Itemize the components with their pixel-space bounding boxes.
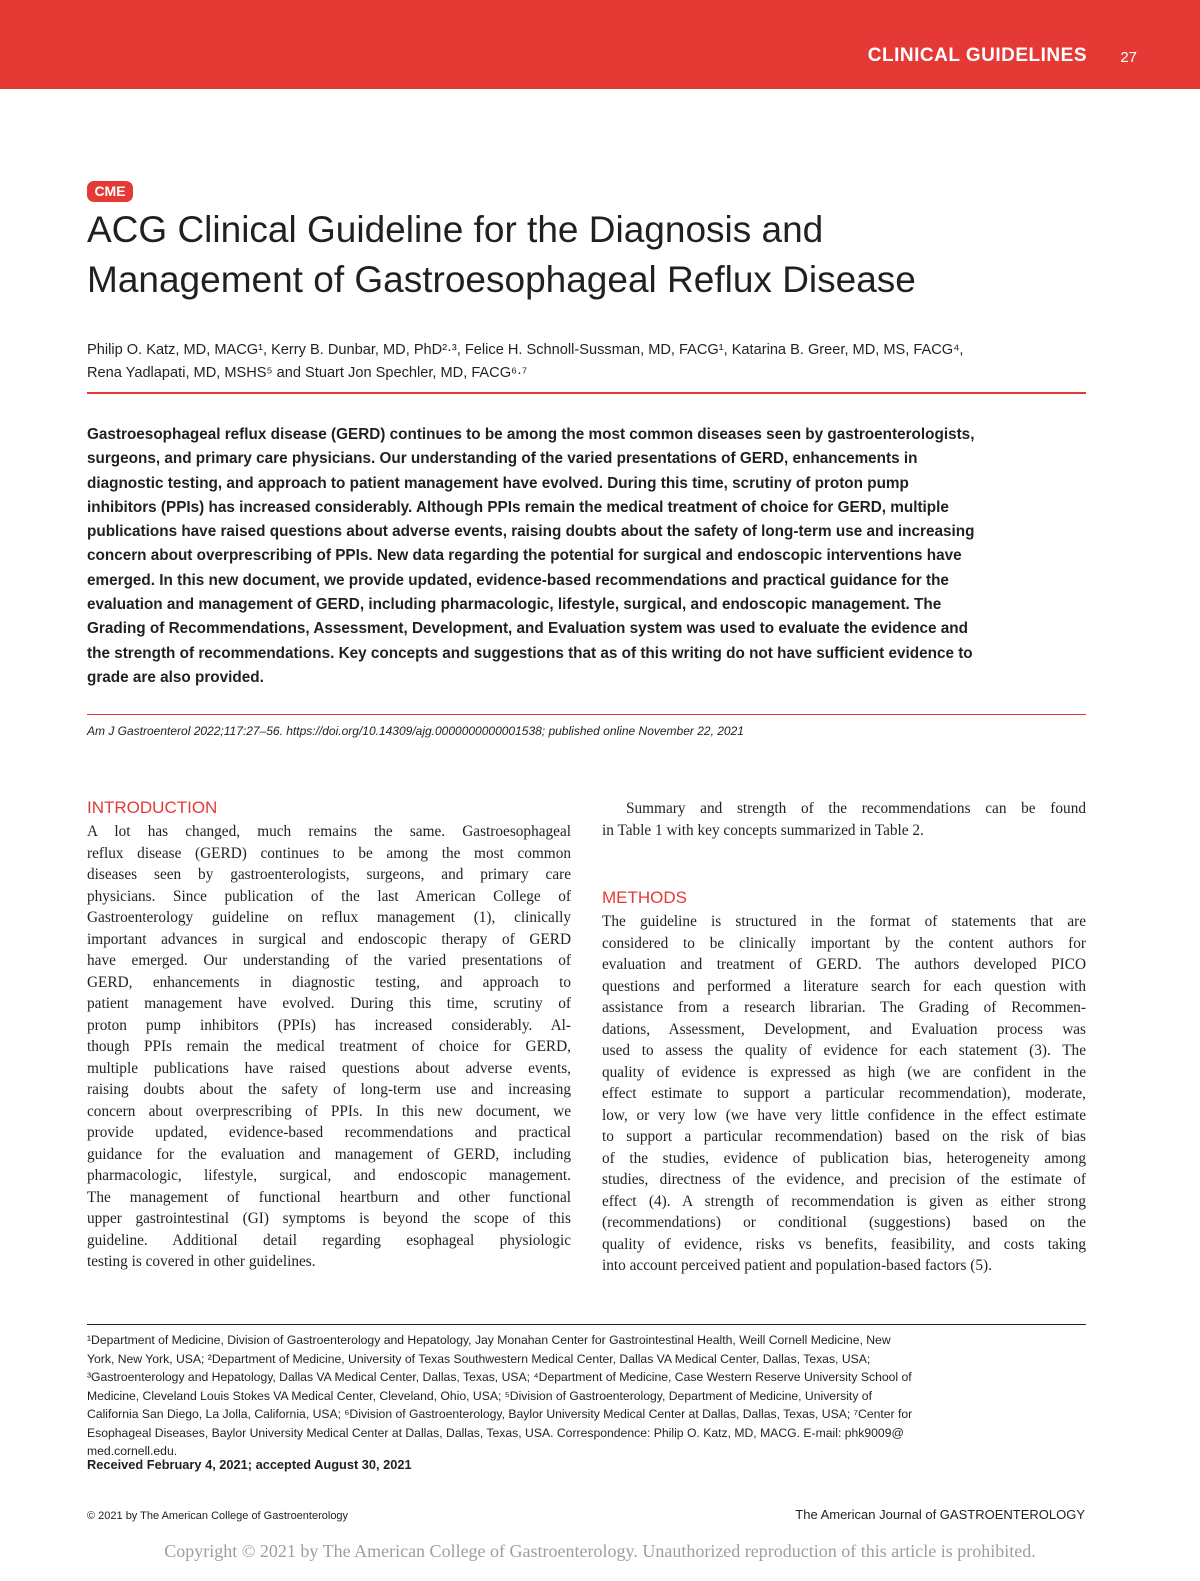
introduction-body [87,821,571,1273]
text-line: quality of evidence, risks vs benefits, feasibility, and costs taking [602,1235,1086,1253]
text-line: evaluation and treatment of GERD. The authors developed PICO [602,956,1086,973]
text-line: The guideline is structured in the format of statements that are [602,913,1086,930]
text-line: questions and performed a literature search for each question with [602,977,1086,995]
text-line: Gastroenterology guideline on reflux management (1), clinically [87,909,571,926]
text-line: effect estimate to support a particular recommendation), moderate, [602,1085,1086,1102]
abstract-line: inhibitors (PPIs) has increased considerably. Although PPIs remain the medical treatment of choice for GERD, multiple [87,498,949,516]
text-line: upper gastrointestinal (GI) symptoms is beyond the scope of this [87,1210,571,1227]
methods-body [602,911,1086,1277]
divider-citation [87,714,1086,715]
author-list [87,339,1087,385]
text-line: effect (4). A strength of recommendation is given as either strong [602,1192,1086,1210]
text-line: GERD, enhancements in diagnostic testing, and approach to [87,973,571,991]
affiliation-line: Esophageal Diseases, Baylor University Medical Center at Dallas, Dallas, Texas, USA. Correspondence: Philip O. Katz, MD, MACG. E-mail: phk9009@ [87,1425,904,1440]
text-line: though PPIs remain the medical treatment of choice for GERD, [87,1038,571,1055]
text-line: important advances in surgical and endoscopic therapy of GERD [87,930,571,948]
copyright-notice: Copyright © 2021 by The American College of Gastroenterology. Unauthorized reproduction of this article is prohibited. [164,1541,1036,1561]
affiliation-line: med.cornell.edu. [87,1444,178,1458]
text-line: pharmacologic, lifestyle, surgical, and endoscopic management. [87,1167,571,1184]
text-line: reflux disease (GERD) continues to be among the most common [87,844,571,862]
abstract-line: grade are also provided. [87,668,264,686]
abstract-line: concern about overprescribing of PPIs. New data regarding the potential for surgical and endoscopic interventions have [87,547,962,565]
footer-copyright: © 2021 by The American College of Gastroenterology [87,1510,349,1522]
text-line: The management of functional heartburn and other functional [87,1188,571,1206]
right-column [602,797,1086,1277]
affiliation-line: California San Diego, La Jolla, California, USA; ⁶Division of Gastroenterology, Baylor University Medical Center at Dallas, Dallas, Texas, USA; ⁷Center for [87,1407,913,1421]
abstract [87,423,1087,690]
page-number: 27 [1120,49,1137,66]
text-line: guideline. Additional detail regarding esophageal physiologic [87,1231,571,1249]
text-line: in Table 1 with key concepts summarized in Table 2. [602,821,924,839]
divider-top [87,392,1086,394]
text-line: proton pump inhibitors (PPIs) has increased considerably. Al- [87,1016,571,1034]
section-label: CLINICAL GUIDELINES [867,45,1087,66]
summary-paragraph [602,798,1086,841]
text-line: physicians. Since publication of the last American College of [87,887,571,905]
abstract-line: Gastroesophageal reflux disease (GERD) continues to be among the most common diseases seen by gastroenterologists, [87,426,975,443]
left-column [87,797,571,1273]
text-line: low, or very low (we have very little confidence in the effect estimate [602,1106,1086,1124]
abstract-line: evaluation and management of GERD, including pharmacologic, lifestyle, surgical, and endoscopic management. The [87,596,942,614]
affiliation-line: ³Gastroenterology and Hepatology, Dallas VA Medical Center, Dallas, Texas, USA; ⁴Department of Medicine, Case Western Reserve University School of [87,1370,912,1384]
methods-section [602,887,1086,1277]
affiliation-line: Medicine, Cleveland Louis Stokes VA Medical Center, Cleveland, Ohio, USA; ⁵Division of Gastroenterology, Department of Medicine, University of [87,1388,872,1403]
author-line: Rena Yadlapati, MD, MSHS⁵ and Stuart Jon Spechler, MD, FACG⁶·⁷ [87,365,528,381]
title-line: Management of Gastroesophageal Reflux Disease [87,259,916,300]
text-line: multiple publications have raised questions about adverse events, [87,1059,571,1077]
affiliations [87,1331,1087,1461]
abstract-line: publications have raised questions about adverse events, raising doubts about the safety of long-term use and increasing [87,523,975,541]
text-line: quality of evidence is expressed as high (we are confident in the [602,1063,1086,1081]
text-line: into account perceived patient and population-based factors (5). [602,1257,992,1274]
text-line: Summary and strength of the recommendations can be found [626,800,1086,817]
cme-badge: CME [87,181,133,202]
journal-name: The American Journal of GASTROENTEROLOGY [795,1507,1085,1522]
text-line: guidance for the evaluation and management of GERD, including [87,1145,571,1163]
introduction-heading: INTRODUCTION [87,798,218,817]
text-line: studies, directness of the evidence, and precision of the estimate of [602,1171,1086,1188]
text-line: assistance from a research librarian. The Grading of Recommen- [602,999,1086,1016]
abstract-line: diagnostic testing, and approach to patient management have evolved. During this time, scrutiny of proton pump [87,474,909,492]
text-line: dations, Assessment, Development, and Evaluation process was [602,1020,1086,1038]
methods-heading: METHODS [602,888,687,907]
text-line: concern about overprescribing of PPIs. In this new document, we [87,1102,571,1120]
title-line: ACG Clinical Guideline for the Diagnosis and [87,209,824,250]
text-line: used to assess the quality of evidence for each statement (3). The [602,1042,1086,1059]
abstract-line: surgeons, and primary care physicians. Our understanding of the varied presentations of GERD, enhancements in [87,450,918,468]
text-line: have emerged. Our understanding of the varied presentations of [87,952,571,969]
citation-line: Am J Gastroenterol 2022;117:27–56. https://doi.org/10.14309/ajg.0000000000001538; published online November 22, 2021 [87,724,744,738]
affiliation-line: York, New York, USA; ²Department of Medicine, University of Texas Southwestern Medical Center, Dallas VA Medical Center, Dallas, Texas, USA; [87,1351,871,1366]
text-line: provide updated, evidence-based recommendations and practical [87,1124,571,1141]
text-line: patient management have evolved. During this time, scrutiny of [87,995,571,1012]
text-line: raising doubts about the safety of long-term use and increasing [87,1081,571,1098]
abstract-line: emerged. In this new document, we provide updated, evidence-based recommendations and practical guidance for the [87,571,949,589]
affiliation-line: ¹Department of Medicine, Division of Gastroenterology and Hepatology, Jay Monahan Center for Gastrointestinal Health, Weill Cornell Medicine, New [87,1333,891,1347]
text-line: considered to be clinically important by the content authors for [602,934,1086,952]
abstract-line: Grading of Recommendations, Assessment, Development, and Evaluation system was used to evaluate the evidence and [87,620,968,638]
text-line: A lot has changed, much remains the same. Gastroesophageal [87,823,571,840]
text-line: testing is covered in other guidelines. [87,1253,316,1270]
text-line: of the studies, evidence of publication bias, heterogeneity among [602,1149,1086,1167]
article-title [87,205,1087,305]
text-line: to support a particular recommendation) based on the risk of bias [602,1128,1086,1145]
text-line: (recommendations) or conditional (suggestions) based on the [602,1214,1086,1231]
author-line: Philip O. Katz, MD, MACG¹, Kerry B. Dunbar, MD, PhD²·³, Felice H. Schnoll-Sussman, MD, FACG¹, Katarina B. Greer, MD, MS, FACG⁴, [87,342,964,358]
abstract-line: the strength of recommendations. Key concepts and suggestions that as of this writing do not have sufficient evidence to [87,644,973,662]
text-line: diseases seen by gastroenterologists, surgeons, and primary care [87,866,571,883]
divider-footnotes [87,1324,1086,1325]
received-dates: Received February 4, 2021; accepted August 30, 2021 [87,1457,412,1472]
